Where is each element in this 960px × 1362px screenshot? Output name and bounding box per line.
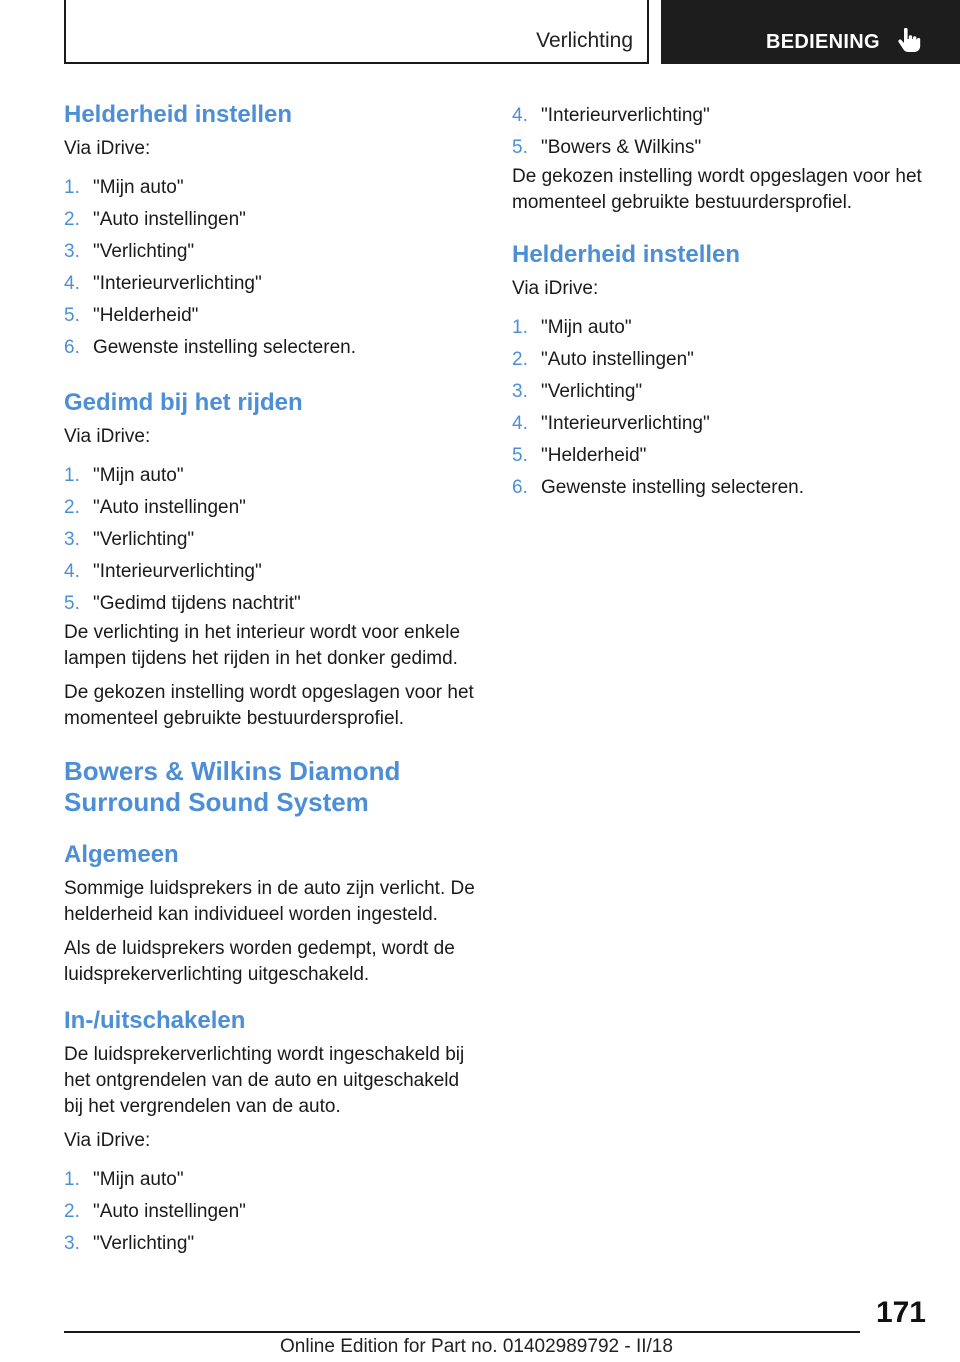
step-number: 1. (64, 1169, 80, 1190)
step-number: 5. (512, 137, 528, 158)
list-item (64, 236, 482, 268)
list-item (512, 408, 930, 440)
step-number: 1. (64, 177, 80, 198)
list-item (64, 332, 482, 364)
list-item (64, 172, 482, 204)
list-item (512, 344, 930, 376)
step-list (512, 312, 930, 504)
body-paragraph: De gekozen instelling wordt opgeslagen voor het momenteel gebruikte bestuurdersprofiel. (512, 166, 922, 213)
step-text: "Verlichting" (541, 381, 643, 402)
step-text: "Gedimd tijdens nachtrit" (93, 593, 301, 614)
step-number: 2. (64, 497, 80, 518)
step-text: "Verlichting" (93, 529, 195, 550)
list-item (64, 556, 482, 588)
section-title: Verlichting (536, 29, 633, 52)
list-item (512, 440, 930, 472)
footer-divider (64, 1331, 860, 1333)
step-number: 3. (64, 529, 80, 550)
page-number: 171 (875, 1296, 926, 1329)
step-number: 5. (64, 593, 80, 614)
section-heading: Helderheid instellen (64, 101, 293, 128)
step-text: "Interieurverlichting" (93, 273, 262, 294)
list-item (64, 492, 482, 524)
header-section-box (64, 0, 649, 64)
step-number: 4. (512, 413, 528, 434)
step-text: "Mijn auto" (93, 465, 184, 486)
list-item (512, 132, 930, 164)
list-item (64, 300, 482, 332)
step-number: 6. (64, 337, 80, 358)
list-item (64, 268, 482, 300)
list-item (512, 376, 930, 408)
section-heading: Gedimd bij het rijden (64, 389, 303, 416)
left-column (64, 100, 482, 1284)
step-text: "Interieurverlichting" (93, 561, 262, 582)
body-paragraph: De verlichting in het interieur wordt voor enkele lampen tijdens het rijden in het donker gedimd. (64, 622, 461, 669)
step-text: Gewenste instelling selecteren. (541, 477, 804, 498)
step-text: Gewenste instelling selecteren. (93, 337, 356, 358)
step-list (64, 460, 482, 620)
body-paragraph: De gekozen instelling wordt opgeslagen voor het momenteel gebruikte bestuurdersprofiel. (64, 682, 474, 729)
step-text: "Auto instellingen" (541, 349, 694, 370)
body-paragraph: De luidsprekerverlichting wordt ingeschakeld bij het ontgrendelen van de auto en uitgeschakeld bij het vergrendelen van de auto. (64, 1044, 465, 1117)
list-item (512, 472, 930, 504)
step-number: 2. (512, 349, 528, 370)
step-number: 1. (64, 465, 80, 486)
section-heading: Algemeen (64, 841, 179, 868)
step-number: 4. (64, 561, 80, 582)
step-number: 6. (512, 477, 528, 498)
step-text: "Verlichting" (93, 241, 195, 262)
via-idrive-text: Via iDrive: (64, 1130, 151, 1151)
step-number: 2. (64, 1201, 80, 1222)
step-text: "Interieurverlichting" (541, 413, 710, 434)
section-helderheid-instellen-2 (512, 240, 930, 504)
right-column (512, 100, 930, 528)
step-text: "Mijn auto" (93, 177, 184, 198)
step-text: "Helderheid" (541, 445, 647, 466)
via-idrive-text: Via iDrive: (64, 138, 151, 159)
step-list (64, 172, 482, 364)
body-paragraph: Sommige luidsprekers in de auto zijn verlicht. De helderheid kan individueel worden ingesteld. (64, 878, 475, 925)
step-number: 5. (64, 305, 80, 326)
step-number: 3. (64, 241, 80, 262)
step-text: "Mijn auto" (541, 317, 632, 338)
via-idrive-text: Via iDrive: (64, 426, 151, 447)
list-item (64, 460, 482, 492)
section-helderheid-instellen (64, 100, 482, 364)
section-algemeen (64, 840, 482, 988)
step-text: "Interieurverlichting" (541, 105, 710, 126)
via-idrive-text: Via iDrive: (512, 278, 599, 299)
step-number: 4. (64, 273, 80, 294)
step-text: "Bowers & Wilkins" (541, 137, 702, 158)
list-item (64, 1164, 482, 1196)
step-number: 3. (512, 381, 528, 402)
step-text: "Verlichting" (93, 1233, 195, 1254)
section-continued (512, 100, 930, 216)
list-item (64, 1196, 482, 1228)
footer-edition-text: Online Edition for Part no. 01402989792 - II/18 (280, 1336, 673, 1357)
list-item (64, 524, 482, 556)
step-list (64, 1164, 482, 1260)
list-item (64, 204, 482, 236)
section-in-uitschakelen (64, 1006, 482, 1260)
list-item (64, 588, 482, 620)
body-paragraph: Als de luidsprekers worden gedempt, wordt de luidsprekerverlichting uitgeschakeld. (64, 938, 455, 985)
step-text: "Auto instellingen" (93, 497, 246, 518)
step-text: "Mijn auto" (93, 1169, 184, 1190)
chapter-tab-label: BEDIENING (766, 31, 880, 53)
list-item (512, 312, 930, 344)
section-heading: Helderheid instellen (512, 241, 741, 268)
chapter-tab (661, 0, 960, 64)
step-number: 2. (64, 209, 80, 230)
step-number: 1. (512, 317, 528, 338)
pointing-hand-icon (897, 28, 921, 54)
step-number: 5. (512, 445, 528, 466)
step-text: "Auto instellingen" (93, 209, 246, 230)
section-gedimd-bij-het-rijden (64, 388, 482, 732)
step-text: "Helderheid" (93, 305, 199, 326)
main-heading: Bowers & Wilkins Diamond Surround Sound System (64, 756, 401, 817)
step-number: 4. (512, 105, 528, 126)
step-text: "Auto instellingen" (93, 1201, 246, 1222)
section-heading: In-/uitschakelen (64, 1007, 246, 1034)
step-number: 3. (64, 1233, 80, 1254)
list-item (512, 100, 930, 132)
step-list (512, 100, 930, 164)
list-item (64, 1228, 482, 1260)
